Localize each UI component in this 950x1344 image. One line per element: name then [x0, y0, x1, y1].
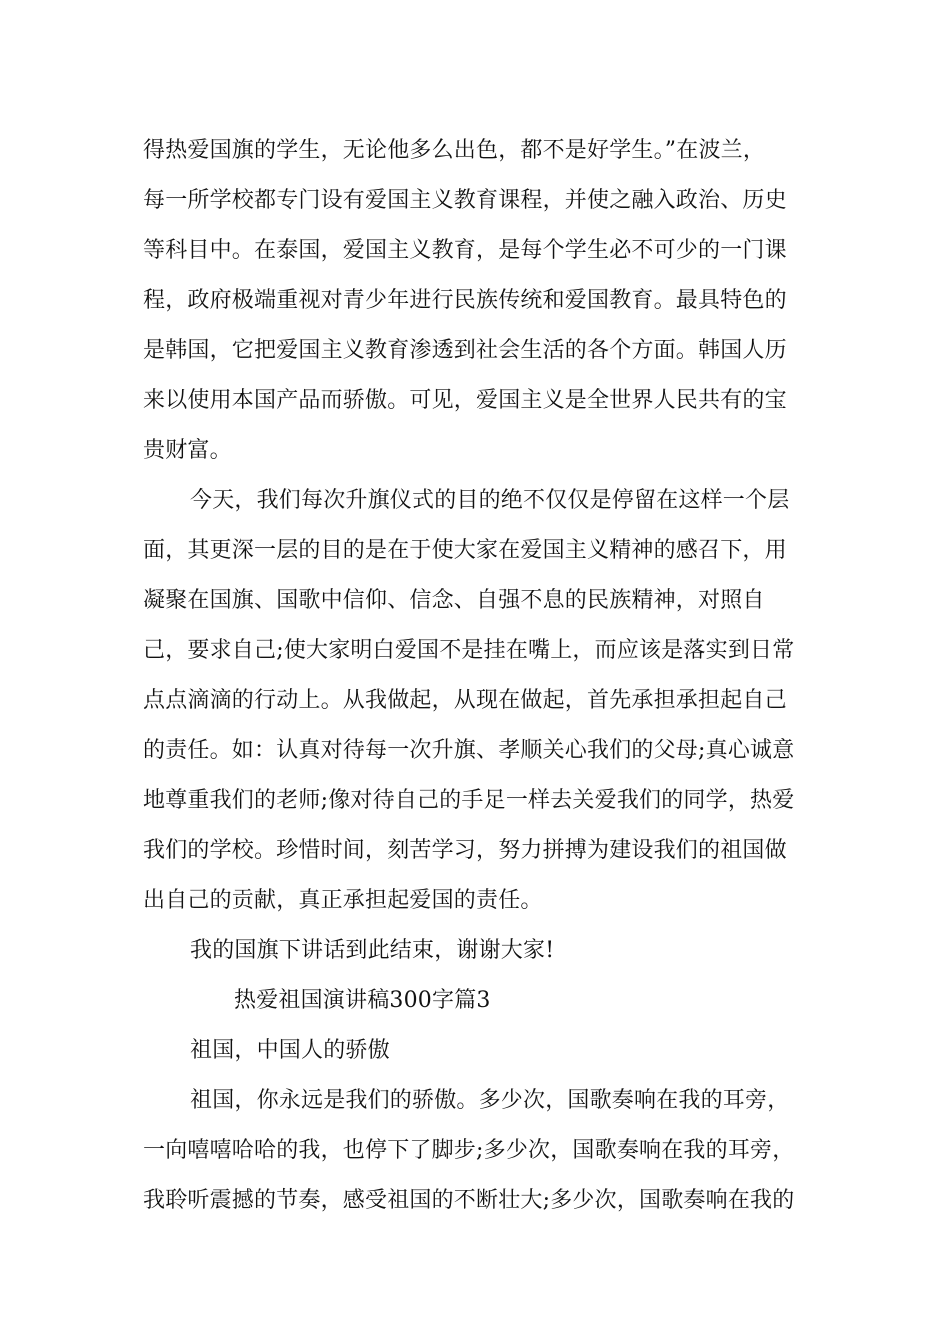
- closing-line: 我的国旗下讲话到此结束，谢谢大家!: [190, 938, 555, 963]
- paragraph-1-line-4: 程，政府极端重视对青少年进行民族传统和爱国教育。最具特色的: [143, 288, 787, 313]
- paragraph-3-line-1: 祖国，你永远是我们的骄傲。多少次，国歌奏响在我的耳旁，: [190, 1088, 790, 1113]
- paragraph-1-line-5: 是韩国，它把爱国主义教育渗透到社会生活的各个方面。韩国人历: [143, 338, 787, 363]
- paragraph-1-line-1: 得热爱国旗的学生，无论他多么出色，都不是好学生。”在波兰，: [143, 138, 766, 163]
- paragraph-2-line-3: 凝聚在国旗、国歌中信仰、信念、自强不息的民族精神，对照自: [143, 588, 765, 613]
- paragraph-2-line-9: 出自己的贡献，真正承担起爱国的责任。: [143, 888, 543, 913]
- paragraph-1-line-7: 贵财富。: [143, 438, 232, 463]
- paragraph-2-line-8: 我们的学校。珍惜时间，刻苦学习，努力拼搏为建设我们的祖国做: [143, 838, 787, 863]
- section-title: 热爱祖国演讲稿300字篇3: [234, 988, 491, 1013]
- paragraph-3-line-3: 我聆听震撼的节奏，感受祖国的不断壮大;多少次，国歌奏响在我的: [143, 1188, 795, 1213]
- paragraph-2-line-7: 地尊重我们的老师;像对待自己的手足一样去关爱我们的同学，热爱: [143, 788, 795, 813]
- paragraph-1-line-3: 等科目中。在泰国，爱国主义教育，是每个学生必不可少的一门课: [143, 238, 787, 263]
- paragraph-2-line-1: 今天，我们每次升旗仪式的目的绝不仅仅是停留在这样一个层: [190, 488, 790, 513]
- paragraph-2-line-2: 面，其更深一层的目的是在于使大家在爱国主义精神的感召下，用: [143, 538, 787, 563]
- paragraph-1-line-6: 来以使用本国产品而骄傲。可见，爱国主义是全世界人民共有的宝: [143, 388, 787, 413]
- paragraph-1-line-2: 每一所学校都专门设有爱国主义教育课程，并使之融入政治、历史: [143, 188, 787, 213]
- paragraph-2-line-5: 点点滴滴的行动上。从我做起，从现在做起，首先承担承担起自己: [143, 688, 787, 713]
- paragraph-3-line-2: 一向嘻嘻哈哈的我，也停下了脚步;多少次，国歌奏响在我的耳旁，: [143, 1138, 795, 1163]
- paragraph-2-line-4: 己，要求自己;使大家明白爱国不是挂在嘴上，而应该是落实到日常: [143, 638, 795, 663]
- paragraph-2-line-6: 的责任。如：认真对待每一次升旗、孝顺关心我们的父母;真心诚意: [143, 738, 795, 763]
- subtitle: 祖国，中国人的骄傲: [190, 1038, 390, 1063]
